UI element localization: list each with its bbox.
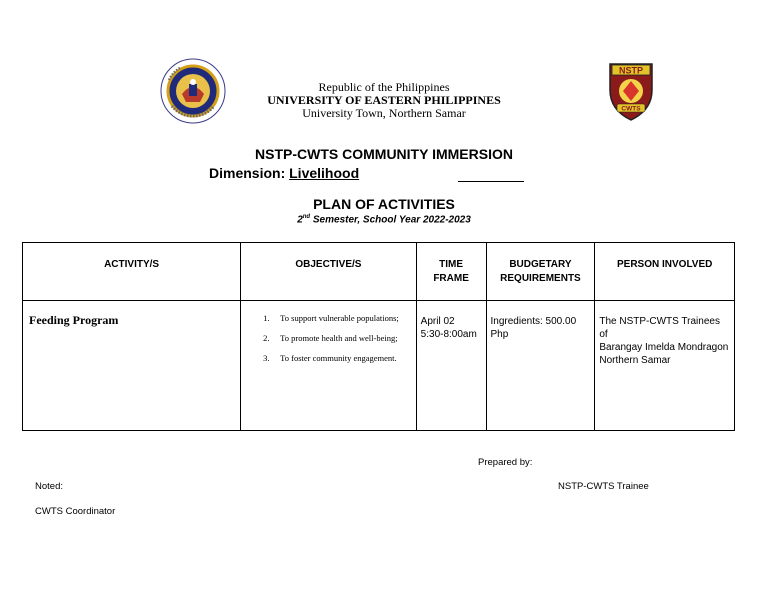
table-header-row xyxy=(23,243,735,301)
logo-text-nstp: NSTP xyxy=(618,65,644,76)
list-item: 3. To foster community engagement. xyxy=(263,353,397,363)
trainee-signatory: NSTP-CWTS Trainee xyxy=(558,481,649,492)
table-row xyxy=(23,301,735,431)
noted-label: Noted: xyxy=(35,481,63,492)
list-item: 2. To promote health and well-being; xyxy=(263,333,398,343)
semester-ordinal-suffix: nd xyxy=(302,214,311,220)
plan-table xyxy=(22,242,735,431)
dimension-label: Dimension: xyxy=(209,165,290,181)
coordinator-signatory: CWTS Coordinator xyxy=(35,506,116,517)
header-republic: Republic of the Philippines xyxy=(318,80,450,94)
cell-budget: Ingredients: 500.00 Php xyxy=(486,301,595,431)
cell-objectives xyxy=(241,301,417,431)
cell-activity: Feeding Program xyxy=(23,301,241,431)
nstp-cwts-logo xyxy=(606,60,656,122)
semester-ordinal: 2 xyxy=(297,214,303,226)
list-item: 1. To support vulnerable populations; xyxy=(263,313,399,323)
cell-person-involved: The NSTP-CWTS Trainees of Barangay Imelda Mondragon Northern Samar xyxy=(595,301,735,431)
header-objective: OBJECTIVE/S xyxy=(241,243,417,301)
dimension-blank-underline xyxy=(458,181,524,182)
header-address: University Town, Northern Samar xyxy=(302,106,466,120)
semester-line xyxy=(0,214,768,225)
header-person-involved: PERSON INVOLVED xyxy=(595,243,735,301)
objectives-list xyxy=(241,301,416,363)
plan-title: PLAN OF ACTIVITIES xyxy=(313,196,455,212)
logo-text-cwts: CWTS xyxy=(621,105,641,113)
header-activity: ACTIVITY/S xyxy=(23,243,241,301)
prepared-by-label: Prepared by: xyxy=(478,457,533,468)
header-budgetary: BUDGETARY REQUIREMENTS xyxy=(486,243,595,301)
dimension-line xyxy=(209,165,359,181)
header-time-frame: TIME FRAME xyxy=(416,243,486,301)
header-university: UNIVERSITY OF EASTERN PHILIPPINES xyxy=(267,93,501,107)
cell-time-frame: April 02 5:30-8:00am xyxy=(416,301,486,431)
dimension-value: Livelihood xyxy=(289,165,360,181)
semester-school-year: Semester, School Year 2022-2023 xyxy=(310,214,471,226)
document-title: NSTP-CWTS COMMUNITY IMMERSION xyxy=(255,146,513,162)
university-seal-logo xyxy=(160,58,226,124)
